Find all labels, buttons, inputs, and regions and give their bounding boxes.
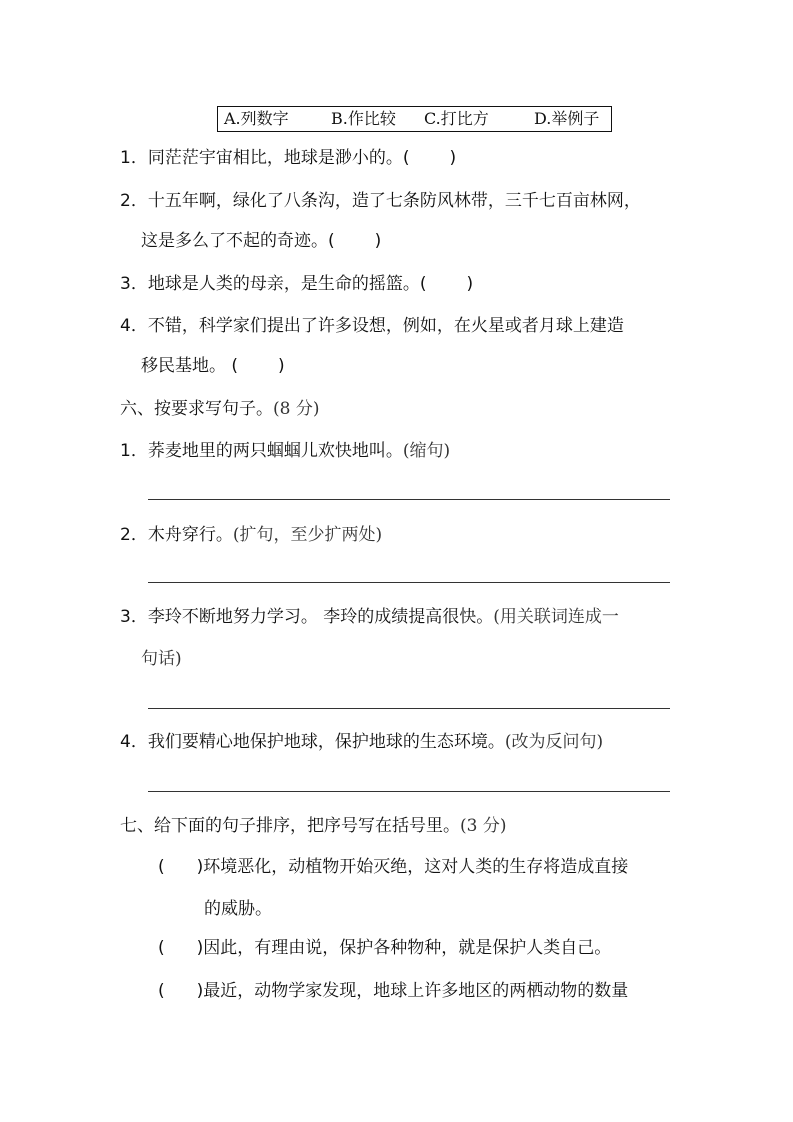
option-a: A.列数字: [224, 109, 289, 128]
q5-4: 4．不错，科学家们提出了许多设想，例如，在火星或者月球上建造: [120, 316, 624, 336]
q7-item-2: ( )因此，有理由说，保护各种物种，就是保护人类自己。: [158, 938, 612, 958]
answer-line-1[interactable]: [148, 499, 670, 500]
q7-item-1: ( )环境恶化，动植物开始灭绝，这对人类的生存将造成直接: [158, 857, 629, 877]
option-b: B.作比较: [331, 109, 396, 128]
option-c: C.打比方: [424, 109, 489, 128]
q6-4: 4．我们要精心地保护地球，保护地球的生态环境。(改为反问句): [120, 732, 604, 752]
q6-3-cont: 句话): [141, 649, 182, 669]
options-box: [217, 106, 612, 132]
q7-item-3: ( )最近，动物学家发现，地球上许多地区的两栖动物的数量: [158, 981, 629, 1001]
q5-1: 1．同茫茫宇宙相比，地球是渺小的。( ): [120, 148, 457, 168]
answer-line-2[interactable]: [148, 582, 670, 583]
q6-3: 3．李玲不断地努力学习。 李玲的成绩提高很快。(用关联词连成一: [120, 607, 619, 627]
q7-item-1-cont: 的威胁。: [204, 899, 272, 919]
section-7-title: 七、给下面的句子排序，把序号写在括号里。(3 分): [120, 816, 507, 836]
answer-line-4[interactable]: [148, 791, 670, 792]
answer-line-3[interactable]: [148, 708, 670, 709]
q6-1: 1．荞麦地里的两只蝈蝈儿欢快地叫。(缩句): [120, 441, 451, 461]
q5-2-cont: 这是多么了不起的奇迹。( ): [141, 231, 382, 251]
q6-2: 2．木舟穿行。(扩句，至少扩两处): [120, 525, 383, 545]
q5-3: 3．地球是人类的母亲，是生命的摇篮。( ): [120, 274, 474, 294]
section-6-title: 六、按要求写句子。(8 分): [120, 399, 320, 419]
q5-2: 2．十五年啊，绿化了八条沟，造了七条防风林带，三千七百亩林网，: [120, 191, 641, 211]
q5-4-cont: 移民基地。 ( ): [141, 356, 285, 376]
option-d: D.举例子: [534, 109, 600, 128]
